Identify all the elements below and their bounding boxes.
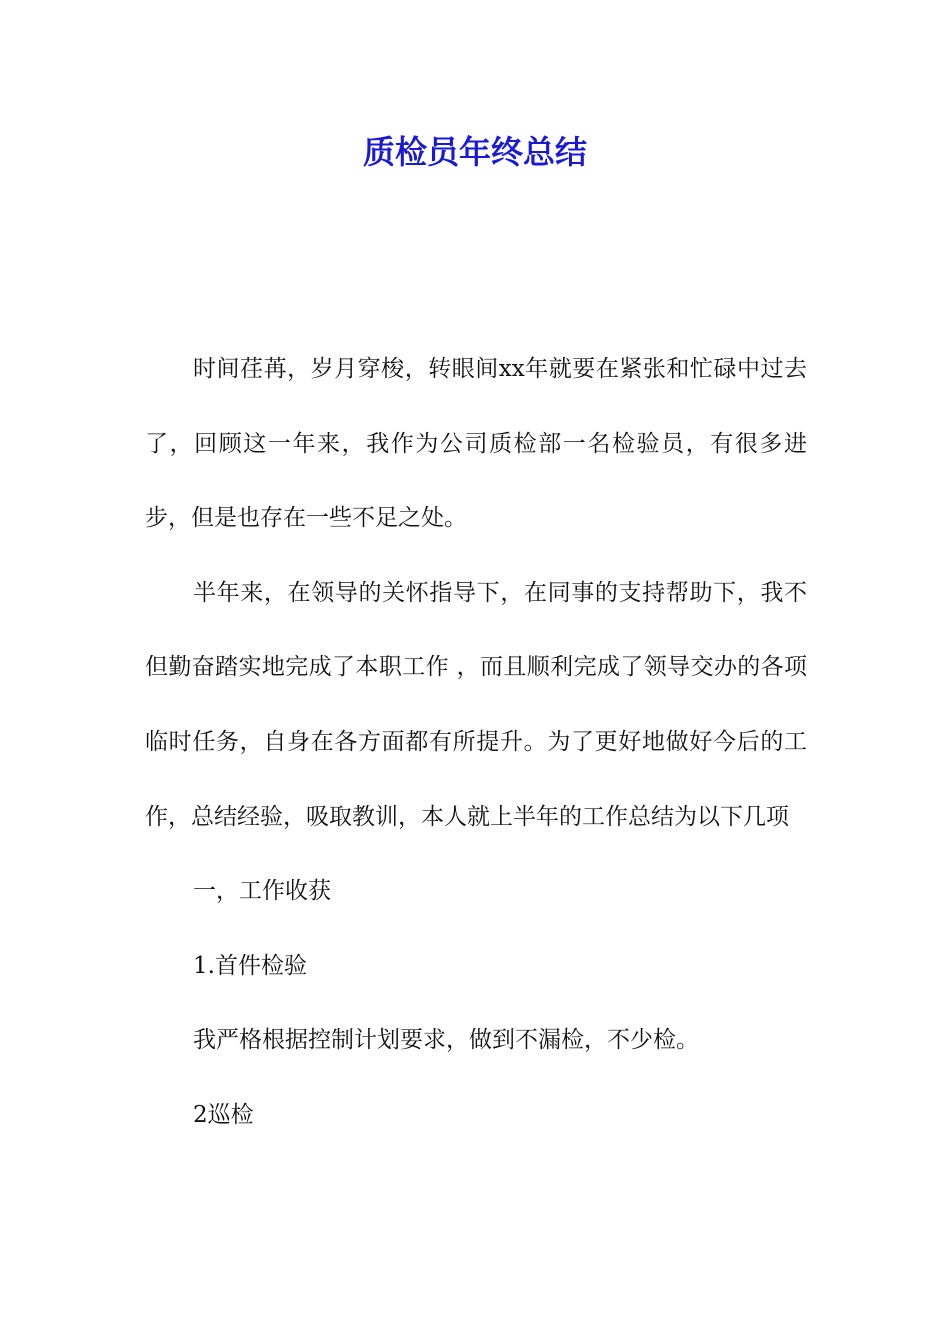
paragraph-half-year: 半年来，在领导的关怀指导下，在同事的支持帮助下，我不但勤奋踏实地完成了本职工作 ，而且顺利完成了领导交办的各项临时任务，自身在各方面都有所提升。为了更好地做好今后的工作，总结经验，吸取教训，本人就上半年的工作总结为以下几项 xyxy=(145,579,807,830)
paragraph-inspection-requirement: 我严格根据控制计划要求，做到不漏检，不少检。 xyxy=(193,1027,699,1054)
document-title: 质检员年终总结 xyxy=(362,133,587,171)
subheading-patrol-inspection: 2巡检 xyxy=(193,1101,254,1128)
subheading-first-article-inspection: 1.首件检验 xyxy=(193,952,307,979)
section-heading-work-gains: 一，工作收获 xyxy=(193,878,331,905)
paragraph-intro: 时间荏苒，岁月穿梭，转眼间xx年就要在紧张和忙碌中过去了，回顾这一年来，我作为公司质检部一名检验员，有很多进步，但是也存在一些不足之处。 xyxy=(145,356,807,532)
document-body xyxy=(145,332,807,1153)
